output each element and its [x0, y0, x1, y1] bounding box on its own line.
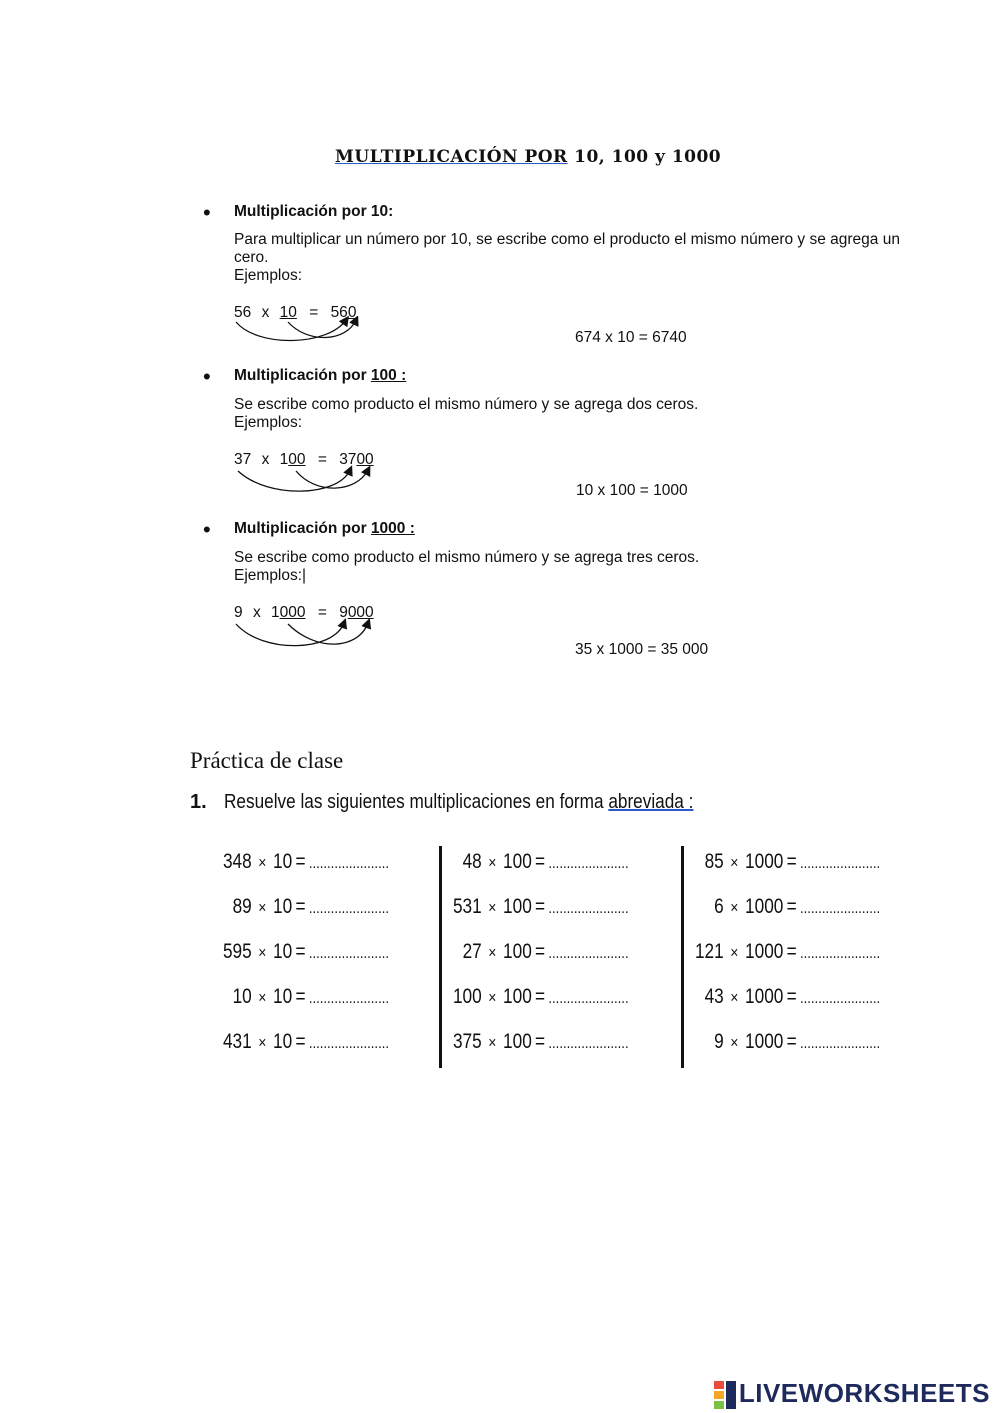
heading-number: 1000 : [370, 520, 415, 537]
answer-blank[interactable]: ...................... [799, 855, 881, 872]
example-times: x [261, 451, 270, 468]
exercise-row [214, 982, 389, 1012]
exercise-multiplier: 100 [503, 895, 532, 918]
equals-sign: = [786, 940, 797, 963]
column-divider [439, 846, 442, 1068]
heading-prefix: Multiplicación por [234, 520, 371, 537]
exercise-row [444, 847, 629, 877]
exercise-factor: 10 [232, 985, 252, 1008]
heading-prefix: Multiplicación por [234, 203, 371, 220]
column-divider [681, 846, 684, 1068]
answer-blank[interactable]: ...................... [548, 945, 629, 962]
equals-sign: = [786, 985, 797, 1008]
exercise-multiplier: 1000 [745, 1030, 784, 1053]
equals-sign: = [786, 850, 797, 873]
exercise-row [214, 937, 389, 967]
title-underlined: MULTIPLICACIÓN POR [335, 147, 568, 167]
side-example-10: 674 x 10 = 6740 [575, 329, 687, 346]
times-sign: × [258, 1033, 267, 1052]
exercise-multiplier: 10 [273, 940, 293, 963]
exercise-multiplier: 10 [273, 1030, 293, 1053]
exercise-multiplier: 10 [273, 985, 293, 1008]
exercise-row [444, 937, 629, 967]
exercise-multiplier: 10 [273, 850, 293, 873]
answer-blank[interactable]: ...................... [308, 945, 390, 962]
example-result-main: 56 [330, 304, 348, 321]
exercise-row [214, 847, 389, 877]
example-result-main: 9 [339, 604, 348, 621]
exercise-multiplier: 1000 [745, 850, 784, 873]
answer-blank[interactable]: ...................... [799, 900, 881, 917]
page-title [335, 147, 721, 167]
example-factor-a: 37 [234, 451, 252, 468]
question-text-underlined: abreviada : [608, 791, 694, 813]
equals-sign: = [295, 850, 306, 873]
times-sign: × [730, 853, 739, 872]
example-result-zeros: 00 [356, 451, 374, 468]
answer-blank[interactable]: ...................... [308, 855, 390, 872]
answer-blank[interactable]: ...................... [799, 990, 881, 1007]
example-arrow-arc [228, 316, 378, 346]
bullet: • [203, 364, 211, 389]
example-factor-b-zeros: 00 [288, 451, 306, 468]
times-sign: × [730, 988, 739, 1007]
section-heading-10 [234, 203, 393, 221]
exercise-row [686, 982, 880, 1012]
times-sign: × [258, 988, 267, 1007]
example-result-main: 37 [339, 451, 357, 468]
answer-blank[interactable]: ...................... [308, 1035, 390, 1052]
exercise-factor: 431 [222, 1030, 252, 1053]
exercise-factor: 121 [694, 940, 724, 963]
logo-text: LIVEWORKSHEETS [738, 1378, 990, 1408]
times-sign: × [258, 943, 267, 962]
equals-sign: = [295, 940, 306, 963]
answer-blank[interactable]: ...................... [799, 1035, 881, 1052]
exercise-row [686, 937, 880, 967]
bullet: • [203, 200, 211, 225]
liveworksheets-logo[interactable] [714, 1378, 990, 1409]
example-equals: = [317, 604, 327, 621]
exercise-factor: 48 [462, 850, 482, 873]
answer-blank[interactable]: ...................... [548, 900, 629, 917]
equals-sign: = [295, 895, 306, 918]
section-paragraph: Se escribe como producto el mismo número y se agrega tres ceros. [234, 549, 700, 566]
heading-prefix: Multiplicación por [234, 367, 371, 384]
example-equals: = [317, 451, 327, 468]
example-factor-a: 56 [234, 304, 252, 321]
practice-column-1 [214, 847, 427, 1057]
times-sign: × [730, 1033, 739, 1052]
exercise-multiplier: 100 [503, 940, 532, 963]
title-rest: 10, 100 y 1000 [567, 147, 722, 167]
practice-column-3 [686, 847, 923, 1057]
example-factor-b: 10 [279, 304, 297, 321]
exercise-factor: 9 [714, 1030, 724, 1053]
answer-blank[interactable]: ...................... [548, 855, 629, 872]
example-times: x [252, 604, 261, 621]
times-sign: × [488, 853, 497, 872]
section-heading-100 [234, 367, 406, 385]
exercise-row [214, 892, 389, 922]
exercise-factor: 531 [452, 895, 482, 918]
answer-blank[interactable]: ...................... [548, 990, 629, 1007]
examples-label: Ejemplos: [234, 267, 303, 284]
section-text-10 [234, 231, 914, 285]
answer-blank[interactable]: ...................... [799, 945, 881, 962]
equals-sign: = [535, 1030, 546, 1053]
exercise-factor: 89 [232, 895, 252, 918]
equals-sign: = [786, 1030, 797, 1053]
exercise-row [444, 982, 629, 1012]
exercise-factor: 595 [222, 940, 252, 963]
exercise-factor: 6 [714, 895, 724, 918]
equals-sign: = [535, 895, 546, 918]
exercise-row [686, 892, 880, 922]
section-heading-1000 [234, 520, 415, 538]
times-sign: × [488, 988, 497, 1007]
equals-sign: = [786, 895, 797, 918]
bullet: • [203, 517, 211, 542]
equals-sign: = [535, 940, 546, 963]
example-arrow-arc [228, 465, 388, 497]
times-sign: × [488, 943, 497, 962]
exercise-multiplier: 1000 [745, 940, 784, 963]
section-paragraph: Se escribe como producto el mismo número y se agrega dos ceros. [234, 396, 699, 413]
times-sign: × [258, 853, 267, 872]
question-text [224, 791, 693, 814]
equals-sign: = [295, 985, 306, 1008]
exercise-row [214, 1027, 389, 1057]
answer-blank[interactable]: ...................... [308, 990, 390, 1007]
equals-sign: = [535, 985, 546, 1008]
exercise-multiplier: 100 [503, 985, 532, 1008]
example-result-zeros: 000 [347, 604, 374, 621]
example-times: x [261, 304, 270, 321]
section-text-100 [234, 396, 914, 432]
example-factor-b-main: 1 [271, 604, 280, 621]
exercise-factor: 85 [704, 850, 724, 873]
example-factor-b-zeros: 000 [279, 604, 306, 621]
question-number: 1. [190, 791, 207, 813]
exercise-factor: 27 [462, 940, 482, 963]
exercise-row [444, 892, 629, 922]
section-text-1000 [234, 549, 914, 585]
practice-column-2 [444, 847, 669, 1057]
exercise-factor: 43 [704, 985, 724, 1008]
exercise-factor: 100 [452, 985, 482, 1008]
exercise-multiplier: 10 [273, 895, 293, 918]
example-result-zeros: 0 [347, 304, 357, 321]
times-sign: × [730, 898, 739, 917]
exercise-multiplier: 100 [503, 1030, 532, 1053]
practice-title: Práctica de clase [190, 748, 344, 773]
exercise-row [686, 1027, 880, 1057]
exercise-row [444, 1027, 629, 1057]
equals-sign: = [535, 850, 546, 873]
times-sign: × [730, 943, 739, 962]
heading-number: 100 : [370, 367, 407, 384]
exercise-multiplier: 1000 [745, 895, 784, 918]
exercise-row [686, 847, 880, 877]
heading-number: 10: [370, 203, 394, 220]
equals-sign: = [295, 1030, 306, 1053]
exercise-multiplier: 100 [503, 850, 532, 873]
examples-label: Ejemplos:| [234, 567, 307, 584]
example-equals: = [309, 304, 319, 321]
example-factor-b-main: 1 [279, 451, 289, 468]
answer-blank[interactable]: ...................... [308, 900, 390, 917]
exercise-multiplier: 1000 [745, 985, 784, 1008]
side-example-100: 10 x 100 = 1000 [576, 482, 688, 499]
times-sign: × [488, 898, 497, 917]
times-sign: × [258, 898, 267, 917]
examples-label: Ejemplos: [234, 414, 303, 431]
section-paragraph: Para multiplicar un número por 10, se escribe como el producto el mismo número y se agrega un cero. [234, 231, 900, 266]
answer-blank[interactable]: ...................... [548, 1035, 629, 1052]
question-text-main: Resuelve las siguientes multiplicaciones en forma [224, 791, 609, 813]
liveworksheets-logo-icon [714, 1381, 736, 1409]
exercise-factor: 348 [222, 850, 252, 873]
side-example-1000: 35 x 1000 = 35 000 [575, 641, 709, 658]
example-factor-a: 9 [234, 604, 243, 621]
exercise-factor: 375 [452, 1030, 482, 1053]
example-arrow-arc [228, 618, 388, 654]
times-sign: × [488, 1033, 497, 1052]
